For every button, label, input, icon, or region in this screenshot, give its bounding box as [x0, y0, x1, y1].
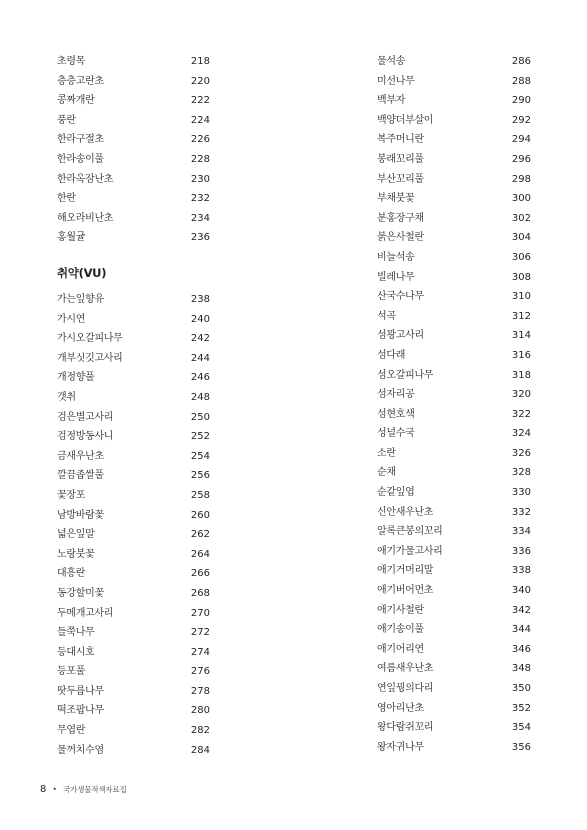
entry-name: 애기송이풀	[377, 624, 424, 636]
entry-page: 298	[511, 173, 531, 185]
entry-page: 288	[511, 75, 531, 87]
index-entry	[377, 679, 531, 699]
entry-page: 242	[190, 333, 210, 345]
index-entry	[377, 307, 531, 327]
entry-page: 278	[190, 685, 210, 697]
index-entry	[377, 522, 531, 542]
section-heading-vulnerable: 취약(VU)	[57, 266, 107, 280]
index-entry	[57, 130, 210, 150]
entry-page: 312	[511, 310, 531, 322]
entry-name: 왕다람쥐꼬리	[377, 722, 434, 734]
index-entry	[57, 604, 210, 624]
index-entry	[377, 130, 531, 150]
index-entry	[57, 349, 210, 369]
index-entry	[377, 189, 531, 209]
entry-name: 등대시호	[57, 646, 95, 658]
entry-name: 무엽란	[57, 725, 86, 737]
index-entry	[57, 170, 210, 190]
index-entry	[57, 150, 210, 170]
entry-name: 한라송이풀	[57, 153, 104, 165]
entry-page: 300	[511, 193, 531, 205]
entry-page: 260	[190, 509, 210, 521]
index-entry	[377, 405, 531, 425]
entry-name: 순채	[377, 467, 396, 479]
entry-name: 산국수나무	[377, 291, 424, 303]
index-entry	[377, 52, 531, 72]
entry-name: 깔끔좁쌀풀	[57, 470, 104, 482]
entry-name: 두메개고사리	[57, 607, 114, 619]
entry-page: 314	[511, 330, 531, 342]
entry-name: 검정방동사니	[57, 431, 114, 443]
entry-page: 224	[190, 114, 210, 126]
entry-name: 섬오갈피나무	[377, 369, 434, 381]
entry-name: 섬꽝고사리	[377, 330, 424, 342]
entry-name: 섬현호색	[377, 408, 415, 420]
index-entry	[377, 385, 531, 405]
entry-page: 338	[511, 565, 531, 577]
entry-name: 봉래꼬리풀	[377, 153, 424, 165]
entry-name: 가시연	[57, 313, 86, 325]
entry-name: 연잎꿩의다리	[377, 683, 434, 694]
index-entry	[377, 699, 531, 719]
entry-page: 330	[511, 487, 531, 499]
entry-name: 여름새우난초	[377, 663, 434, 675]
entry-name: 부채붓꽃	[377, 193, 415, 205]
entry-name: 빌레나무	[377, 271, 415, 283]
index-entry	[57, 72, 210, 92]
entry-page: 336	[511, 545, 531, 557]
index-entry	[377, 620, 531, 640]
index-entry	[57, 584, 210, 604]
index-entry	[377, 346, 531, 366]
entry-name: 한란	[57, 193, 76, 205]
entry-name: 미선나무	[377, 75, 415, 87]
index-entry	[57, 701, 210, 721]
index-entry	[377, 326, 531, 346]
index-entry	[57, 662, 210, 682]
entry-name: 가시오갈피나무	[57, 333, 123, 345]
entry-name: 애기어리연	[377, 643, 424, 655]
entry-page: 256	[190, 470, 210, 482]
index-left-bottom	[57, 290, 210, 760]
index-entry	[377, 228, 531, 248]
entry-name: 백부자	[377, 95, 406, 107]
entry-name: 층층고란초	[57, 75, 104, 87]
index-entry	[377, 561, 531, 581]
entry-page: 304	[511, 232, 531, 244]
entry-page: 306	[511, 251, 531, 263]
entry-name: 갯취	[57, 391, 76, 403]
entry-name: 한라구절초	[57, 134, 104, 146]
index-entry	[377, 170, 531, 190]
entry-name: 검은별고사리	[57, 411, 114, 423]
entry-page: 332	[511, 506, 531, 518]
index-left-top	[57, 52, 210, 248]
entry-name: 애기거머리말	[377, 565, 434, 577]
entry-name: 대흥란	[57, 568, 86, 580]
entry-page: 348	[511, 663, 531, 675]
index-entry	[377, 72, 531, 92]
entry-name: 물꺼치수염	[57, 744, 104, 756]
entry-page: 282	[190, 725, 210, 737]
entry-name: 등포풀	[57, 666, 86, 678]
index-entry	[57, 623, 210, 643]
entry-page: 238	[190, 294, 210, 305]
index-entry	[377, 601, 531, 621]
index-entry	[57, 329, 210, 349]
index-entry	[57, 447, 210, 467]
entry-page: 222	[190, 95, 210, 107]
index-entry	[377, 542, 531, 562]
entry-page: 274	[190, 646, 210, 658]
entry-page: 286	[511, 56, 531, 67]
entry-name: 들쭉나무	[57, 627, 95, 639]
entry-name: 넓은잎말	[57, 529, 95, 541]
entry-page: 236	[190, 232, 210, 244]
entry-name: 성널수국	[377, 428, 415, 440]
entry-name: 백양더부살이	[377, 114, 434, 126]
index-entry	[57, 290, 210, 310]
page-number: 8	[40, 784, 47, 795]
index-entry	[57, 310, 210, 330]
index-entry	[57, 408, 210, 428]
entry-page: 228	[190, 153, 210, 165]
entry-page: 342	[511, 604, 531, 616]
entry-name: 복주머니란	[377, 134, 424, 146]
index-entry	[377, 268, 531, 288]
entry-page: 356	[511, 741, 531, 753]
entry-name: 초령목	[57, 56, 86, 67]
entry-page: 254	[190, 450, 210, 462]
entry-name: 애기가물고사리	[377, 545, 443, 557]
entry-page: 326	[511, 447, 531, 459]
entry-page: 268	[190, 587, 210, 599]
index-entry	[377, 366, 531, 386]
entry-page: 350	[511, 683, 531, 694]
entry-page: 328	[511, 467, 531, 479]
page-footer	[40, 784, 127, 795]
index-entry	[57, 111, 210, 131]
entry-name: 꽃장포	[57, 489, 86, 501]
entry-page: 280	[190, 705, 210, 717]
entry-page: 240	[190, 313, 210, 325]
entry-page: 284	[190, 744, 210, 756]
entry-name: 애기사철란	[377, 604, 424, 616]
entry-page: 232	[190, 193, 210, 205]
index-entry	[57, 466, 210, 486]
entry-name: 알록큰봉의꼬리	[377, 526, 443, 538]
entry-name: 콩짜개란	[57, 95, 95, 107]
index-entry	[57, 721, 210, 741]
entry-name: 석곡	[377, 310, 396, 322]
entry-page: 310	[511, 291, 531, 303]
index-entry	[57, 486, 210, 506]
entry-page: 316	[511, 349, 531, 361]
index-right	[377, 52, 531, 757]
entry-page: 322	[511, 408, 531, 420]
index-entry	[57, 388, 210, 408]
entry-name: 홍월귤	[57, 232, 86, 244]
entry-name: 개정향풀	[57, 372, 95, 384]
entry-name: 부산꼬리풀	[377, 173, 424, 185]
index-entry	[57, 189, 210, 209]
entry-page: 344	[511, 624, 531, 636]
index-entry	[377, 444, 531, 464]
index-entry	[377, 248, 531, 268]
footer-separator: •	[52, 785, 58, 794]
entry-name: 금새우난초	[57, 450, 104, 462]
entry-page: 258	[190, 489, 210, 501]
entry-page: 302	[511, 212, 531, 224]
entry-page: 248	[190, 391, 210, 403]
entry-page: 250	[190, 411, 210, 423]
entry-name: 애기버어먼초	[377, 585, 434, 597]
index-entry	[377, 287, 531, 307]
entry-name: 신안새우난초	[377, 506, 434, 518]
entry-page: 346	[511, 643, 531, 655]
entry-page: 266	[190, 568, 210, 580]
entry-page: 230	[190, 173, 210, 185]
index-entry	[377, 738, 531, 758]
index-entry	[57, 228, 210, 248]
index-entry	[57, 682, 210, 702]
entry-name: 남방바람꽃	[57, 509, 104, 521]
index-entry	[377, 91, 531, 111]
entry-page: 290	[511, 95, 531, 107]
entry-page: 244	[190, 352, 210, 364]
entry-page: 308	[511, 271, 531, 283]
index-entry	[57, 209, 210, 229]
entry-page: 318	[511, 369, 531, 381]
entry-name: 떡조팝나무	[57, 705, 104, 717]
index-entry	[377, 209, 531, 229]
index-entry	[57, 564, 210, 584]
index-entry	[377, 483, 531, 503]
entry-page: 262	[190, 529, 210, 541]
entry-page: 218	[190, 56, 210, 67]
index-entry	[377, 640, 531, 660]
index-entry	[377, 718, 531, 738]
index-entry	[57, 427, 210, 447]
entry-name: 노랑붓꽃	[57, 548, 95, 560]
index-entry	[377, 111, 531, 131]
entry-page: 272	[190, 627, 210, 639]
entry-name: 물석송	[377, 56, 406, 67]
entry-page: 354	[511, 722, 531, 734]
entry-page: 352	[511, 702, 531, 714]
entry-name: 땃두릅나무	[57, 685, 104, 697]
index-entry	[57, 506, 210, 526]
entry-name: 풍란	[57, 114, 76, 126]
entry-page: 320	[511, 389, 531, 401]
entry-name: 붉은사철란	[377, 232, 424, 244]
index-entry	[57, 368, 210, 388]
entry-page: 294	[511, 134, 531, 146]
entry-name: 동강할미꽃	[57, 587, 104, 599]
index-entry	[377, 659, 531, 679]
entry-page: 234	[190, 212, 210, 224]
index-entry	[57, 643, 210, 663]
entry-name: 섬다래	[377, 349, 406, 361]
index-entry	[57, 525, 210, 545]
index-entry	[57, 545, 210, 565]
index-entry	[57, 741, 210, 761]
entry-name: 영아리난초	[377, 702, 424, 714]
entry-page: 220	[190, 75, 210, 87]
index-entry	[377, 150, 531, 170]
entry-name: 왕자귀나무	[377, 741, 424, 753]
entry-name: 비늘석송	[377, 251, 415, 263]
entry-page: 264	[190, 548, 210, 560]
entry-name: 개부싯깃고사리	[57, 352, 123, 364]
index-entry	[377, 581, 531, 601]
footer-title: 국가생물적색자료집	[63, 785, 127, 794]
entry-name: 순같잎엽	[377, 487, 415, 499]
entry-name: 분홍장구채	[377, 212, 424, 224]
entry-page: 296	[511, 153, 531, 165]
entry-page: 246	[190, 372, 210, 384]
entry-page: 324	[511, 428, 531, 440]
entry-page: 252	[190, 431, 210, 443]
entry-name: 가는잎향유	[57, 294, 104, 305]
index-entry	[377, 503, 531, 523]
entry-name: 소란	[377, 447, 396, 459]
index-entry	[377, 424, 531, 444]
entry-page: 340	[511, 585, 531, 597]
index-entry	[57, 91, 210, 111]
index-entry	[377, 463, 531, 483]
entry-name: 해오라비난초	[57, 212, 114, 224]
entry-page: 292	[511, 114, 531, 126]
entry-name: 한라옥잠난초	[57, 173, 114, 185]
entry-page: 276	[190, 666, 210, 678]
entry-page: 334	[511, 526, 531, 538]
entry-page: 226	[190, 134, 210, 146]
entry-page: 270	[190, 607, 210, 619]
entry-name: 섬자리공	[377, 389, 415, 401]
index-entry	[57, 52, 210, 72]
